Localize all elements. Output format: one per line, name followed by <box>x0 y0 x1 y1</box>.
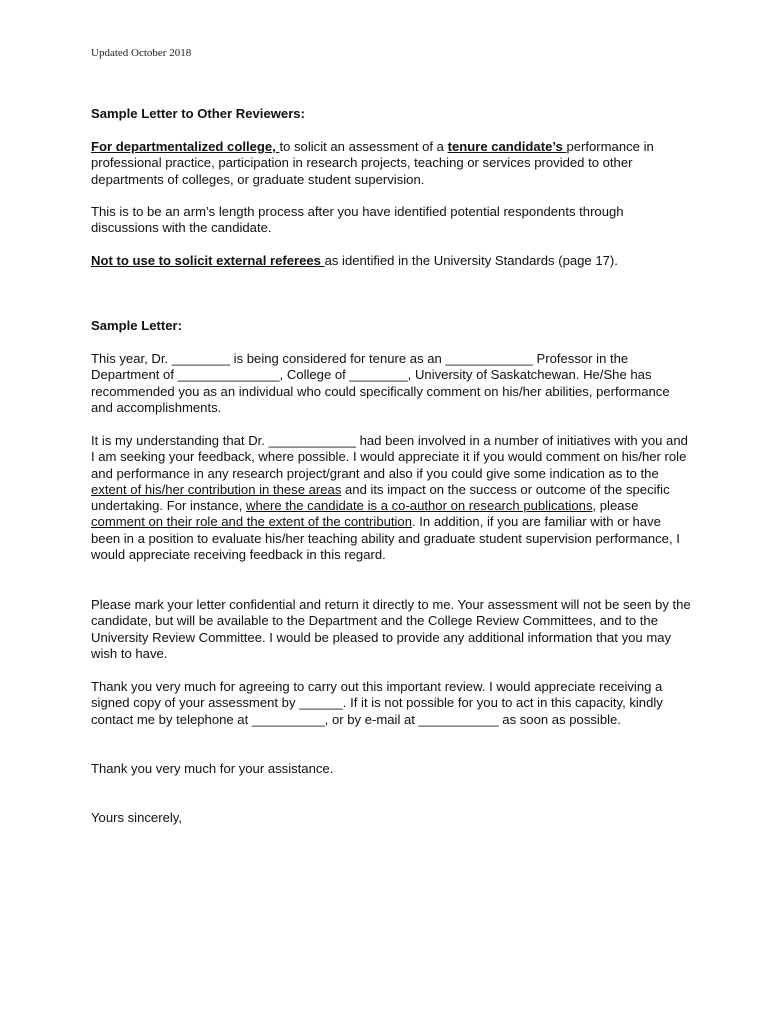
letter-paragraph-3: Please mark your letter confidential and return it directly to me. Your assessment will not be seen by the candidate, but will be available to the Department and the College Review Committees, and to the University Review Committee. I would be pleased to provide any additional information that you may wish to have. <box>91 597 691 661</box>
tenure-candidate-text: tenure candidate’s <box>447 139 567 154</box>
letter-paragraph-2 <box>91 433 691 563</box>
extent-contribution-text: extent of his/her contribution in these areas <box>91 481 342 497</box>
intro-text-3: as identified in the University Standards (page 17). <box>324 253 618 268</box>
letter-paragraph-2-text-2: and its impact on the success or outcome of the specific undertaking. For instance, <box>91 481 670 514</box>
letter-paragraph-2-text-1: It is my understanding that Dr. ____________ had been involved in a number of initiatives with you and I am seeking your feedback, where possible. I would appreciate it if you would comment on his/her role and performance in any research project/grant and also if you could give some indication as to the <box>91 433 688 481</box>
intro-text-2: performance in professional practice, participation in research projects, teaching or services provided to other departments of colleges, or graduate student supervision. <box>91 139 654 187</box>
intro-paragraph-1 <box>91 139 691 188</box>
external-referees-warning: Not to use to solicit external referees <box>91 253 325 268</box>
document-title: Sample Letter to Other Reviewers: <box>91 106 305 121</box>
letter-closing: Yours sincerely, <box>91 810 182 825</box>
letter-paragraph-4: Thank you very much for agreeing to carry out this important review. I would appreciate receiving a signed copy of your assessment by ______. If it is not possible for you to act in this capacity, kindly contact me by telephone at __________, or by e-mail at ___________ as soon as possible. <box>91 679 663 727</box>
co-author-text: where the candidate is a co-author on research publications <box>246 498 593 514</box>
letter-paragraph-1: This year, Dr. ________ is being considered for tenure as an ____________ Professor in the Department of ______________, College of ________, University of Saskatchewan. He/She has recommended you as an individual who could specifically comment on his/her abilities, performance and accomplishments. <box>91 351 670 415</box>
comment-role-text: comment on their role and the extent of the contribution <box>91 514 412 530</box>
sample-letter-heading: Sample Letter: <box>91 318 182 333</box>
letter-paragraph-2-text-3: , please <box>592 498 639 514</box>
letter-paragraph-5: Thank you very much for your assistance. <box>91 761 334 776</box>
departmentalized-college-text: For departmentalized college, <box>91 139 280 154</box>
letter-paragraph-2-text-4: . In addition, if you are familiar with or have been in a position to evaluate his/her teaching ability and graduate student supervision performance, I would appreciate receiving feedback in this regard. <box>91 514 680 563</box>
intro-text-1: to solicit an assessment of a <box>279 139 448 154</box>
intro-paragraph-2: This is to be an arm’s length process after you have identified potential respondents through discussions with the candidate. <box>91 204 624 236</box>
updated-date: Updated October 2018 <box>91 47 192 59</box>
intro-paragraph-3 <box>91 253 691 269</box>
